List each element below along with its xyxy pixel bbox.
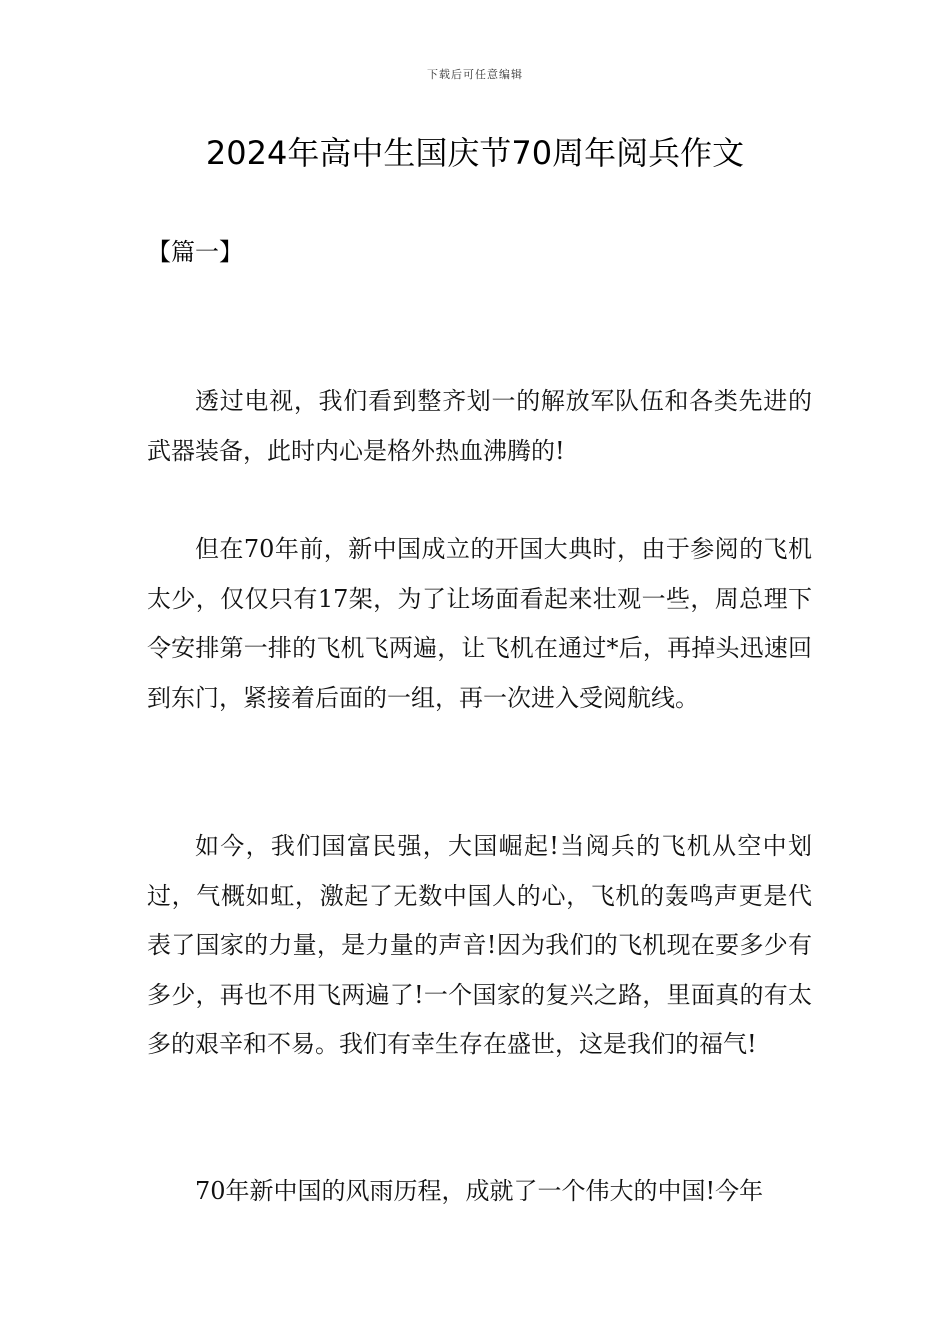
- paragraph: 如今，我们国富民强，大国崛起!当阅兵的飞机从空中划过，气概如虹，激起了无数中国人的心，飞机的轰鸣声更是代表了国家的力量，是力量的声音!因为我们的飞机现在要多少有多少，再也不用飞两遍了!一个国家的复兴之路，里面真的有太多的艰辛和不易。我们有幸生存在盛世，这是我们的福气!: [147, 832, 812, 1058]
- document-title: 2024年高中生国庆节70周年阅兵作文: [205, 134, 745, 172]
- paragraph-block-2: [147, 525, 812, 773]
- paragraph: 透过电视，我们看到整齐划一的解放军队伍和各类先进的武器装备，此时内心是格外热血沸腾的!: [147, 387, 812, 465]
- section-label: 【篇一】: [147, 238, 243, 266]
- paragraph-block-1: [147, 377, 812, 526]
- paragraph: 但在70年前，新中国成立的开国大典时，由于参阅的飞机太少，仅仅只有17架，为了让场面看起来壮观一些，周总理下令安排第一排的飞机飞两遍，让飞机在通过*后，再掉头迅速回到东门，紧接着后面的一组，再一次进入受阅航线。: [147, 535, 812, 712]
- header-note: 下载后可任意编辑: [427, 68, 523, 81]
- paragraph: 70年新中国的风雨历程，成就了一个伟大的中国!今年: [195, 1177, 764, 1205]
- paragraph-block-3: [147, 822, 812, 1119]
- paragraph-block-4: [147, 1167, 812, 1266]
